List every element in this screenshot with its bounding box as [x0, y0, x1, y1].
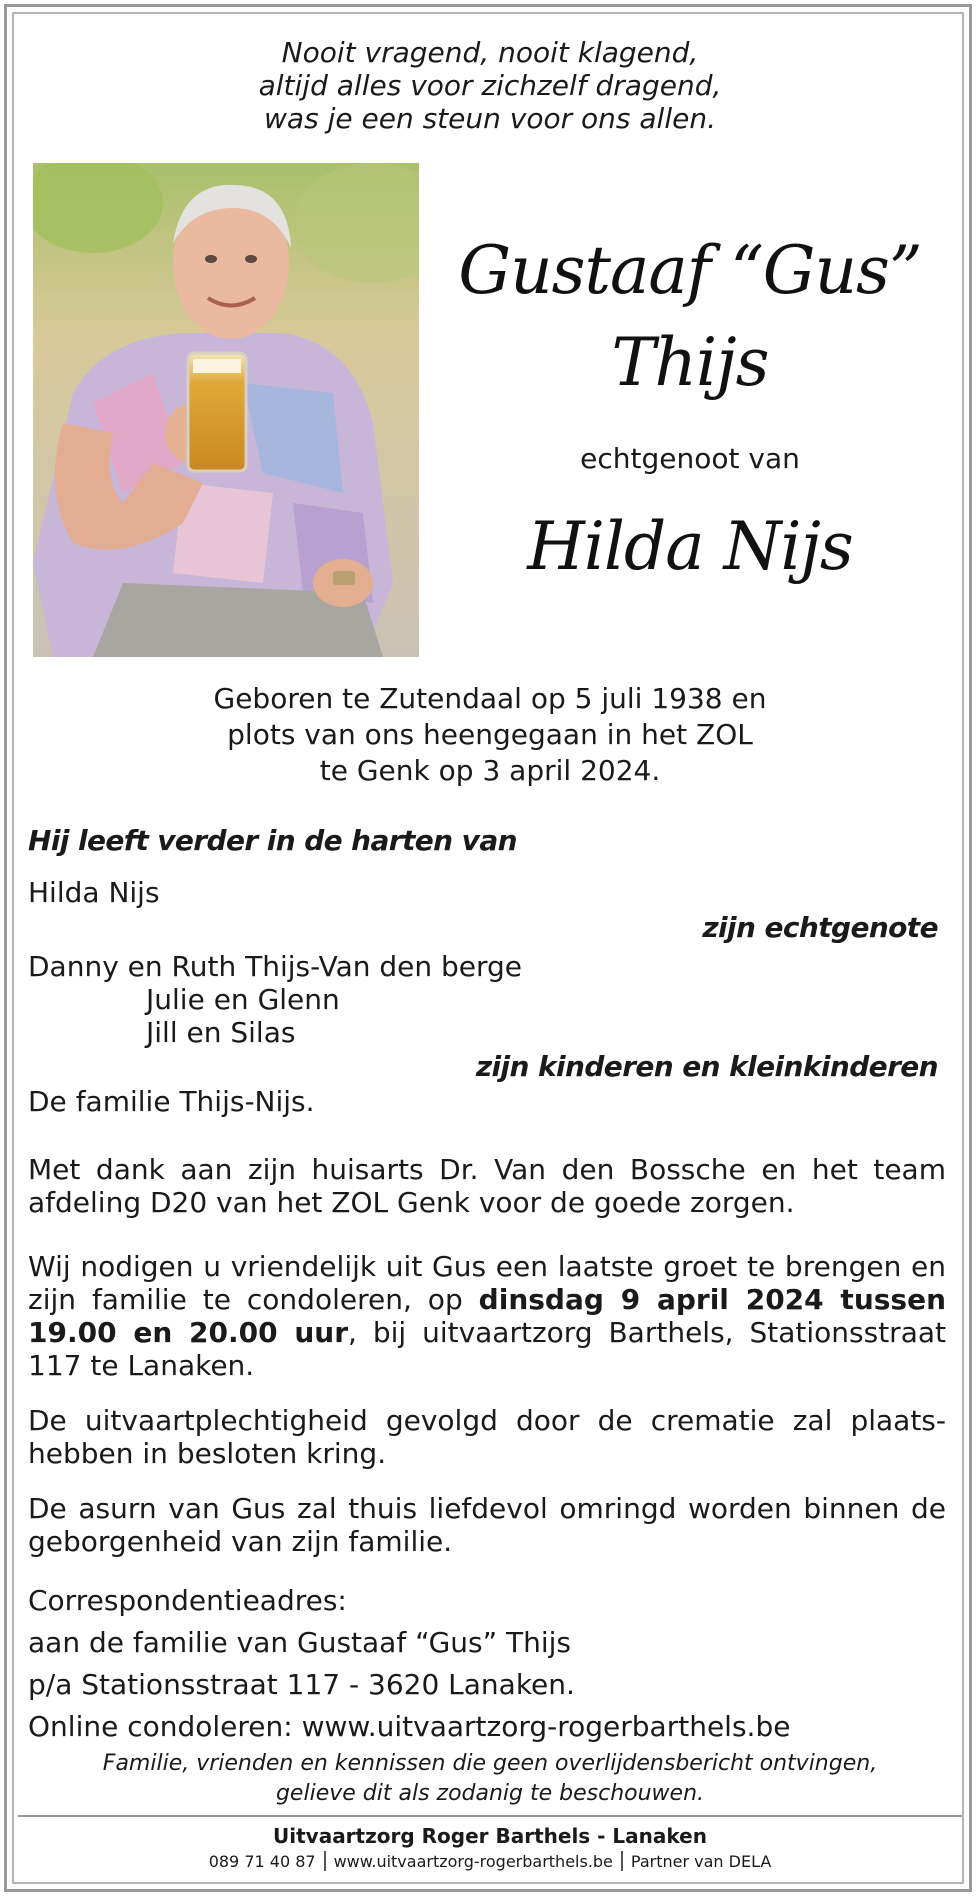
thanks-paragraph: Met dank aan zijn huisarts Dr. Van den Bossche en het team afdeling D20 van het ZOL Genk voor de goede zorgen.: [28, 1153, 946, 1219]
survivors-heading: Hij leeft verder in de harten van: [28, 824, 517, 857]
invitation-date: dinsdag 9 april 2024 tussen 19.00 en 20.00 uur: [28, 1283, 947, 1349]
urn-paragraph: De asurn van Gus zal thuis liefdevol omringd worden binnen de geborgenheid van zijn familie.: [28, 1492, 946, 1558]
invitation-paragraph: [28, 1250, 946, 1382]
correspondence-line: p/a Stationsstraat 117 - 3620 Lanaken.: [28, 1668, 575, 1701]
invitation-text: , bij uitvaartzorg Barthels, Stationsstraat 117 te Lanaken.: [28, 1316, 946, 1382]
name-block: [420, 225, 960, 593]
separator: [324, 1851, 326, 1871]
birth-line: te Genk op 3 april 2024.: [319, 754, 661, 787]
poem: [0, 36, 980, 135]
spouse-survivor: Hilda Nijs: [28, 876, 160, 909]
partner: Partner van DELA: [630, 1852, 772, 1871]
spouse-name: Hilda Nijs: [527, 508, 853, 585]
online-condolences: Online condoleren: www.uitvaartzorg-rogerbarthels.be: [28, 1710, 791, 1743]
family-line: De familie Thijs-Nijs.: [28, 1085, 315, 1118]
closing-note: [0, 1749, 980, 1809]
deceased-name: Gustaaf “Gus”: [458, 232, 922, 309]
correspondence-label: Correspondentieadres:: [28, 1584, 347, 1617]
separator: [621, 1851, 623, 1871]
poem-line: was je een steun voor ons allen.: [264, 102, 716, 135]
correspondence-line: aan de familie van Gustaaf “Gus” Thijs: [28, 1626, 572, 1659]
spouse-role: zijn echtgenote: [702, 911, 938, 944]
portrait-photo: [33, 163, 419, 657]
portrait-illustration: [33, 163, 419, 657]
invitation-text: Wij nodigen u vriendelijk uit Gus een laatste groet te brengen en zijn familie te condoleren, op: [28, 1250, 946, 1316]
birth-line: plots van ons heengegaan in het ZOL: [227, 718, 753, 751]
grandchildren-line: Julie en Glenn: [146, 983, 340, 1016]
correspondence-block: [28, 1580, 946, 1748]
poem-line: altijd alles voor zichzelf dragend,: [258, 69, 722, 102]
phone-number: 089 71 40 87: [208, 1852, 316, 1871]
grandchildren-line: Jill en Silas: [146, 1016, 296, 1049]
birth-line: Geboren te Zutendaal op 5 juli 1938 en: [213, 682, 767, 715]
children-role: zijn kinderen en kleinkinderen: [475, 1050, 938, 1083]
closing-line: Familie, vrienden en kennissen die geen overlijdensbericht ontvingen,: [102, 1751, 878, 1776]
footer-contacts: [0, 1850, 980, 1874]
survivors-block: [28, 823, 946, 1119]
funeral-home-name: Uitvaartzorg Roger Barthels - Lanaken: [273, 1824, 707, 1848]
website: www.uitvaartzorg-rogerbarthels.be: [333, 1852, 613, 1871]
closing-line: gelieve dit als zodanig te beschouwen.: [275, 1781, 705, 1806]
ceremony-paragraph: De uitvaartplechtigheid gevolgd door de crematie zal plaatshebben in besloten kring.: [28, 1404, 946, 1470]
footer-divider: [18, 1815, 962, 1817]
deceased-surname: Thijs: [611, 324, 769, 401]
birth-death-block: [0, 681, 980, 789]
children-line: Danny en Ruth Thijs-Van den berge: [28, 950, 523, 983]
relation-text: echtgenoot van: [580, 442, 800, 475]
poem-line: Nooit vragend, nooit klagend,: [281, 36, 699, 69]
